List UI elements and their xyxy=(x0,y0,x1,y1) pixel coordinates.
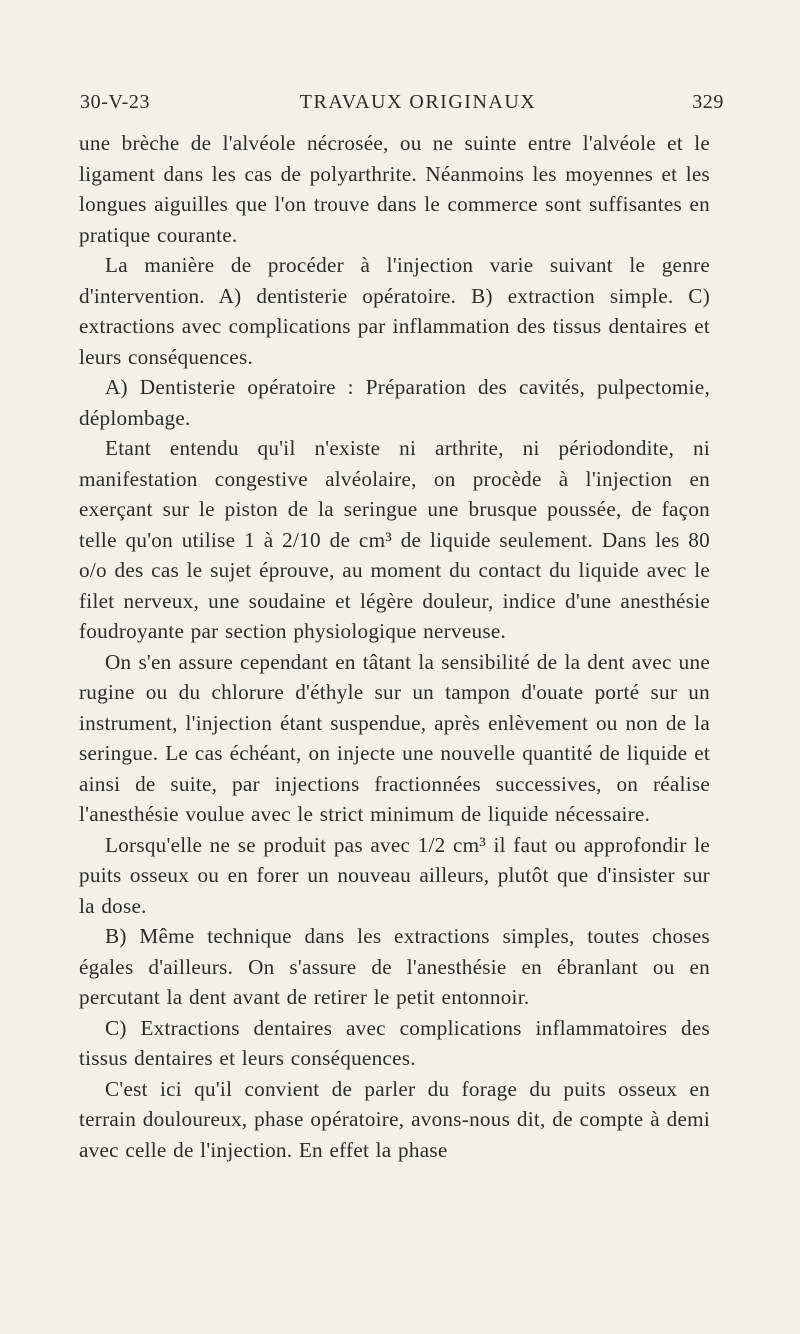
body-text xyxy=(79,128,710,1165)
paragraph-procedure: La manière de procéder à l'injection varie suivant le genre d'intervention. A) dentisterie opératoire. B) extraction simple. C) extractions avec complications par inflammation des tissus dentaires et leurs conséquences. xyxy=(79,253,710,369)
running-head xyxy=(80,91,724,119)
paragraph-section-c-heading: C) Extractions dentaires avec complications inflammatoires des tissus dentaires et leurs conséquences. xyxy=(79,1015,710,1070)
paragraph-section-b: B) Même technique dans les extractions simples, toutes choses égales d'ailleurs. On s'assure de l'anesthésie en ébranlant ou en percutant la dent avant de retirer le petit entonnoir. xyxy=(79,924,710,1009)
paragraph-dose: Lorsqu'elle ne se produit pas avec 1/2 cm³ il faut ou approfondir le puits osseux ou en forer un nouveau ailleurs, plutôt que d'insister sur la dose. xyxy=(79,832,710,918)
section-title: TRAVAUX ORIGINAUX xyxy=(299,91,537,113)
paragraph-section-a-injection: Etant entendu qu'il n'existe ni arthrite, ni périodondite, ni manifestation congestive alvéolaire, on procède à l'injection en exerçant sur le piston de la seringue une brusque poussée, de façon telle qu'on utilise 1 à 2/10 de cm³ de liquide seulement. Dans les 80 o/o des cas le sujet éprouve, au moment du contact du liquide avec le filet nerveux, une soudaine et légère douleur, indice d'une anesthésie foudroyante par section physiologique nerveuse. xyxy=(79,436,710,643)
paragraph-continuation: une brèche de l'alvéole nécrosée, ou ne suinte entre l'alvéole et le ligament dans les cas de polyarthrite. Néanmoins les moyennes et les longues aiguilles que l'on trouve dans le commerce sont suffisantes en pratique courante. xyxy=(79,131,710,247)
paragraph-section-a-heading: A) Dentisterie opératoire : Préparation des cavités, pulpectomie, déplombage. xyxy=(79,375,710,430)
paragraph-forage: C'est ici qu'il convient de parler du forage du puits osseux en terrain douloureux, phase opératoire, avons-nous dit, de compte à demi avec celle de l'injection. En effet la phase xyxy=(79,1076,710,1162)
page-number: 329 xyxy=(692,91,724,113)
issue-date: 30-V-23 xyxy=(80,91,151,113)
paragraph-sensitivity-test: On s'en assure cependant en tâtant la sensibilité de la dent avec une rugine ou du chlorure d'éthyle sur un tampon d'ouate porté sur un instrument, l'injection étant suspendue, après enlèvement ou non de la seringue. Le cas échéant, on injecte une nouvelle quantité de liquide et ainsi de suite, par injections fractionnées successives, on réalise l'anesthésie voulue avec le strict minimum de liquide nécessaire. xyxy=(79,649,710,826)
